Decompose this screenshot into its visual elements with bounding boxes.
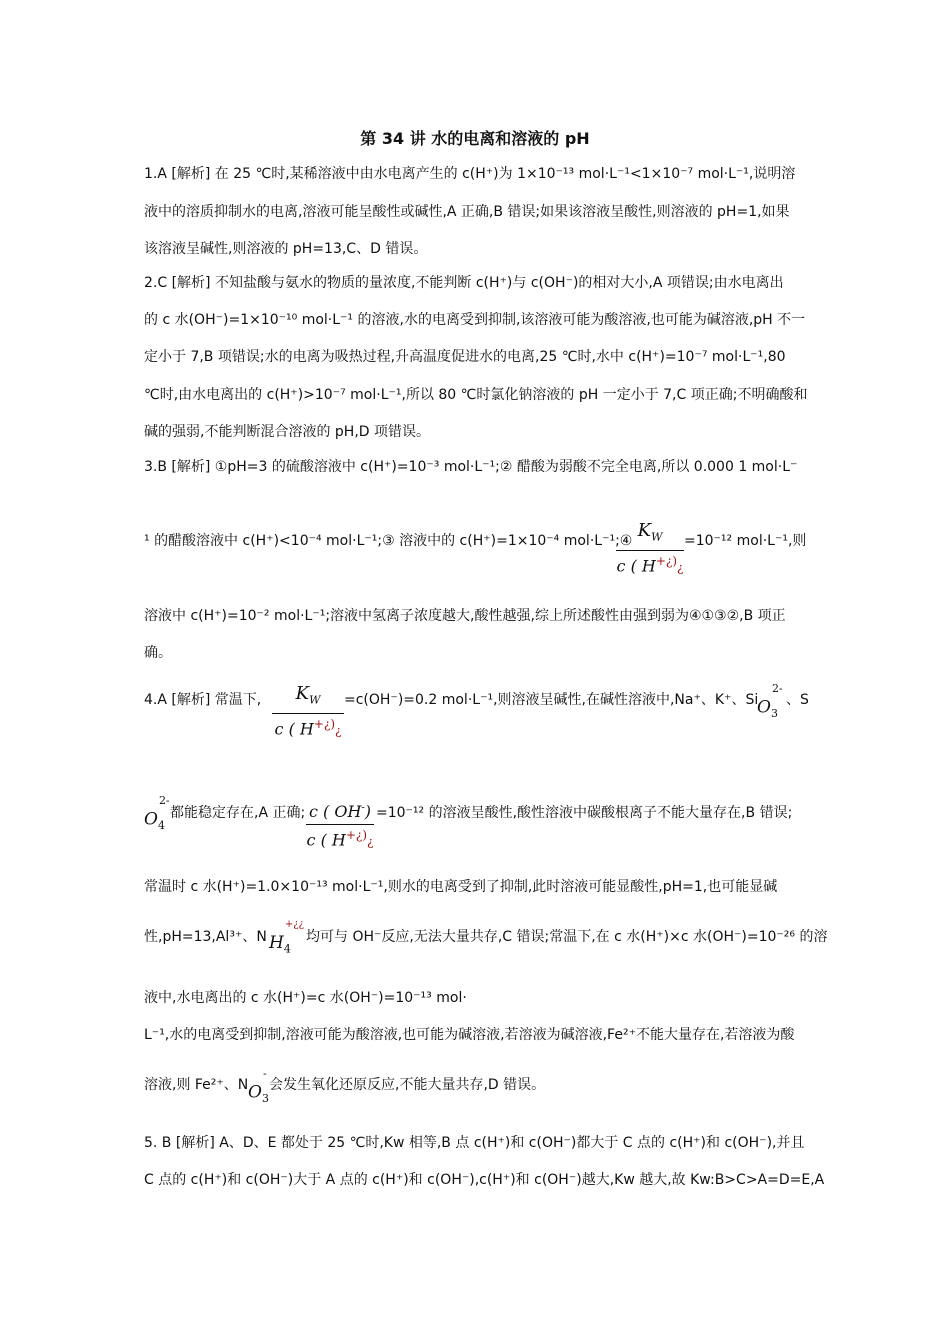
- text-line: 溶液中 c(H⁺)=10⁻² mol·L⁻¹;溶液中氢离子浓度越大,酸性越强,综上所述酸性由强到弱为④①③②,B 项正: [144, 608, 786, 624]
- numerator-sup: -: [361, 802, 365, 814]
- text-line: 液中的溶质抑制水的电离,溶液可能呈酸性或碱性,A 正确,B 错误;如果该溶液呈酸性,则溶液的 pH=1,如果: [144, 204, 790, 220]
- text-line: 确。: [144, 645, 172, 661]
- text-line: =c(OH⁻)=0.2 mol·L⁻¹,则溶液呈碱性,在碱性溶液中,Na⁺、K⁺、Si: [344, 692, 759, 708]
- kw-subscript: W: [309, 693, 321, 707]
- page-title: 第 34 讲 水的电离和溶液的 pH: [360, 129, 590, 148]
- text-line: 均可与 OH⁻反应,无法大量共存,C 错误;常温下,在 c 水(H⁺)×c 水(OH⁻)=10⁻²⁶ 的溶: [306, 929, 828, 945]
- text-line: C 点的 c(H⁺)和 c(OH⁻)大于 A 点的 c(H⁺)和 c(OH⁻),c(H⁺)和 c(OH⁻)越大,Kw 越大,故 Kw:B>C>A=D=E,A: [144, 1172, 825, 1188]
- text-line: =10⁻¹² mol·L⁻¹,则: [684, 533, 807, 549]
- kw-fraction: [272, 683, 344, 743]
- fraction-bar: [616, 550, 684, 551]
- text-line: 碱的强弱,不能判断混合溶液的 pH,D 项错误。: [144, 424, 430, 440]
- denominator-tail: ¿: [335, 723, 342, 738]
- kw-subscript: W: [651, 530, 663, 544]
- kw-symbol: K: [637, 520, 652, 541]
- text-line: 、S: [786, 692, 809, 708]
- silicate-formula: $O_3^{2-}$: [757, 682, 783, 721]
- denominator-tail: ¿: [367, 834, 374, 849]
- numerator-close: ): [364, 802, 372, 821]
- text-line: 常温时 c 水(H⁺)=1.0×10⁻¹³ mol·L⁻¹,则水的电离受到了抑制,此时溶液可能显酸性,pH=1,也可能显碱: [144, 879, 778, 895]
- nitrate-formula: $O_3^-$: [248, 1067, 269, 1106]
- denominator-sup: +¿): [313, 717, 336, 731]
- text-line: 会发生氧化还原反应,不能大量共存,D 错误。: [269, 1077, 546, 1093]
- text-line: 都能稳定存在,A 正确;: [170, 805, 306, 821]
- kw-fraction: [616, 520, 684, 580]
- denominator-text: c ( H: [274, 719, 314, 739]
- text-line: 性,pH=13,Al³⁺、N: [144, 929, 267, 945]
- fraction-bar: [272, 713, 344, 714]
- denominator-sup: +¿): [655, 554, 678, 568]
- oh-fraction: [306, 800, 374, 856]
- text-line: ¹ 的醋酸溶液中 c(H⁺)<10⁻⁴ mol·L⁻¹;③ 溶液中的 c(H⁺)=1×10⁻⁴ mol·L⁻¹;④: [144, 533, 633, 549]
- denominator-text: c ( H: [616, 556, 656, 576]
- text-line: 定小于 7,B 项错误;水的电离为吸热过程,升高温度促进水的电离,25 ℃时,水中 c(H⁺)=10⁻⁷ mol·L⁻¹,80: [144, 349, 786, 365]
- sulfate-formula: $O_4^{2-}$: [144, 794, 170, 833]
- text-line: ℃时,由水电离出的 c(H⁺)>10⁻⁷ mol·L⁻¹,所以 80 ℃时氯化钠溶液的 pH 一定小于 7,C 项正确;不明确酸和: [144, 387, 808, 403]
- text-line: L⁻¹,水的电离受到抑制,溶液可能为酸溶液,也可能为碱溶液,若溶液为碱溶液,Fe²⁺不能大量存在,若溶液为酸: [144, 1027, 795, 1043]
- numerator-text: c ( OH: [308, 802, 362, 821]
- text-line: =10⁻¹² 的溶液呈酸性,酸性溶液中碳酸根离子不能大量存在,B 错误;: [376, 805, 793, 821]
- text-line: 3.B [解析] ①pH=3 的硫酸溶液中 c(H⁺)=10⁻³ mol·L⁻¹;② 醋酸为弱酸不完全电离,所以 0.000 1 mol·L⁻: [144, 459, 798, 475]
- fraction-bar: [306, 824, 374, 825]
- text-line: 4.A [解析] 常温下,: [144, 692, 262, 708]
- text-line: 5. B [解析] A、D、E 都处于 25 ℃时,Kw 相等,B 点 c(H⁺)和 c(OH⁻)都大于 C 点的 c(H⁺)和 c(OH⁻),并且: [144, 1135, 805, 1151]
- denominator-tail: ¿: [677, 560, 684, 575]
- denominator-text: c ( H: [306, 830, 346, 850]
- text-line: 2.C [解析] 不知盐酸与氨水的物质的量浓度,不能判断 c(H⁺)与 c(OH⁻)的相对大小,A 项错误;由水电离出: [144, 275, 784, 291]
- denominator-sup: +¿): [345, 828, 368, 842]
- text-line: 1.A [解析] 在 25 ℃时,某稀溶液中由水电离产生的 c(H⁺)为 1×10⁻¹³ mol·L⁻¹<1×10⁻⁷ mol·L⁻¹,说明溶: [144, 166, 796, 182]
- kw-symbol: K: [295, 683, 310, 704]
- text-line: 该溶液呈碱性,则溶液的 pH=13,C、D 错误。: [144, 241, 428, 257]
- text-line: 液中,水电离出的 c 水(H⁺)=c 水(OH⁻)=10⁻¹³ mol·: [144, 990, 467, 1006]
- text-line: 的 c 水(OH⁻)=1×10⁻¹⁰ mol·L⁻¹ 的溶液,水的电离受到抑制,该溶液可能为酸溶液,也可能为碱溶液,pH 不一: [144, 312, 806, 328]
- text-line: 溶液,则 Fe²⁺、N: [144, 1077, 249, 1093]
- ammonium-formula: $H_4^{+¿¿}$: [269, 919, 304, 956]
